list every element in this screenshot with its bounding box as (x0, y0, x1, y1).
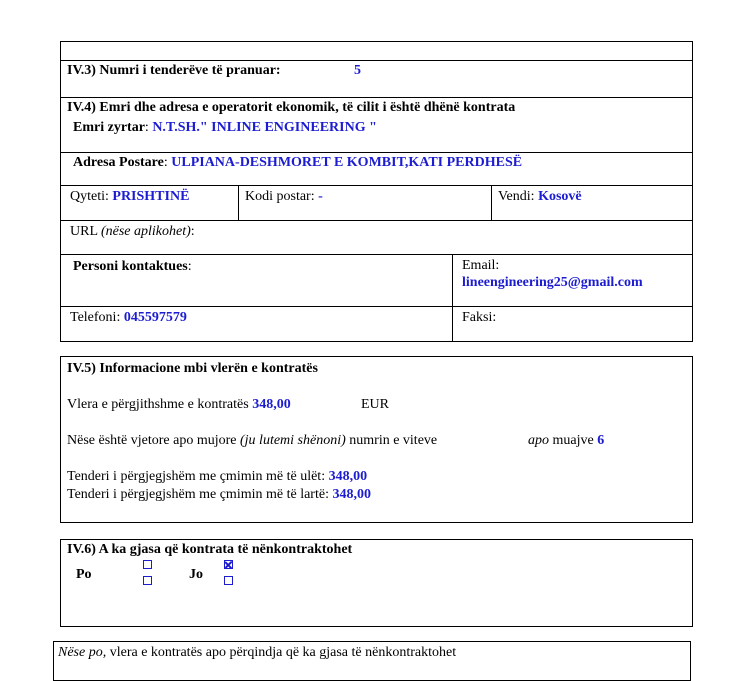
contact-person-label: Personi kontaktues (73, 259, 188, 274)
divider (60, 152, 693, 153)
annual-note: (ju lutemi shënoni) (240, 433, 346, 448)
country-field (498, 189, 582, 205)
official-name-value: N.T.SH." INLINE ENGINEERING " (152, 120, 377, 135)
divider (60, 254, 693, 255)
city-value: PRISHTINË (112, 189, 190, 204)
lowest-tender-row (67, 469, 367, 485)
postal-address-label: Adresa Postare (73, 155, 164, 170)
tenders-received-value: 5 (354, 63, 361, 78)
divider (491, 185, 492, 220)
contact-person-field (73, 259, 192, 275)
duration-text (67, 433, 437, 449)
url-colon: : (190, 224, 195, 239)
postal-address-sep: : (163, 155, 172, 170)
months-field (528, 433, 604, 449)
or-label: apo (528, 433, 549, 448)
yes-label: Po (76, 567, 92, 582)
postal-code-field (245, 189, 323, 205)
highest-tender-value: 348,00 (332, 487, 371, 502)
annual-text-1: Nëse është vjetore apo mujore (67, 433, 240, 448)
section-iv4-heading: IV.4) Emri dhe adresa e operatorit ekonomik, të cilit i është dhënë kontrata (67, 100, 516, 115)
city-label: Qyteti: (70, 189, 113, 204)
highest-tender-label: Tenderi i përgjegjshëm me çmimin më të lartë: (67, 487, 333, 502)
email-label: Email: (462, 258, 500, 273)
yes-checkbox-top[interactable] (143, 560, 152, 569)
postal-address-row (73, 155, 522, 171)
official-name-row (73, 120, 377, 136)
url-field (70, 224, 195, 240)
divider (60, 60, 693, 61)
months-value: 6 (597, 433, 605, 448)
no-label: Jo (189, 567, 203, 582)
divider (452, 254, 453, 342)
section-iv6-heading: IV.6) A ka gjasa që kontrata të nënkontraktohet (67, 542, 353, 557)
divider (60, 306, 693, 307)
postal-code-value: - (318, 189, 323, 204)
months-label: muajve (549, 433, 598, 448)
postal-code-label: Kodi postar: (245, 189, 319, 204)
city-field (70, 189, 189, 205)
no-checkbox[interactable] (224, 576, 233, 585)
divider (60, 97, 693, 98)
official-name-sep: : (144, 120, 153, 135)
url-note: (nëse aplikohet) (100, 224, 191, 239)
divider (60, 185, 693, 186)
divider (60, 220, 693, 221)
phone-value: 045597579 (123, 310, 187, 325)
country-label: Vendi: (498, 189, 539, 204)
country-value: Kosovë (538, 189, 582, 204)
section-iv5-heading: IV.5) Informacione mbi vlerën e kontratës (67, 361, 318, 376)
currency: EUR (361, 397, 389, 412)
yes-checkbox[interactable] (143, 576, 152, 585)
highest-tender-row (67, 487, 371, 503)
email-value[interactable]: lineengineering25@gmail.com (462, 275, 643, 290)
lowest-tender-label: Tenderi i përgjegjshëm me çmimin më të ulët: (67, 469, 329, 484)
subcontract-value-text: vlera e kontratës apo përqindja që ka gjasa të nënkontraktohet (106, 645, 457, 660)
official-name-label: Emri zyrtar (73, 120, 145, 135)
tenders-received-label: IV.3) Numri i tenderëve të pranuar: (67, 63, 281, 78)
annual-text-2: numrin e viteve (345, 433, 438, 448)
total-value: 348,00 (252, 397, 291, 412)
phone-field (70, 310, 187, 326)
contact-person-colon: : (187, 259, 192, 274)
total-value-row (67, 397, 291, 413)
no-checkbox-checked[interactable] (224, 560, 233, 569)
postal-address-value: ULPIANA-DESHMORET E KOMBIT,KATI PERDHESË (171, 155, 523, 170)
subcontract-text (58, 645, 456, 661)
if-yes-label: Nëse po, (58, 645, 107, 660)
url-label: URL (70, 224, 101, 239)
fax-label: Faksi: (462, 310, 497, 325)
divider (238, 185, 239, 220)
lowest-tender-value: 348,00 (328, 469, 368, 484)
total-value-label: Vlera e përgjithshme e kontratës (67, 397, 253, 412)
phone-label: Telefoni: (70, 310, 124, 325)
